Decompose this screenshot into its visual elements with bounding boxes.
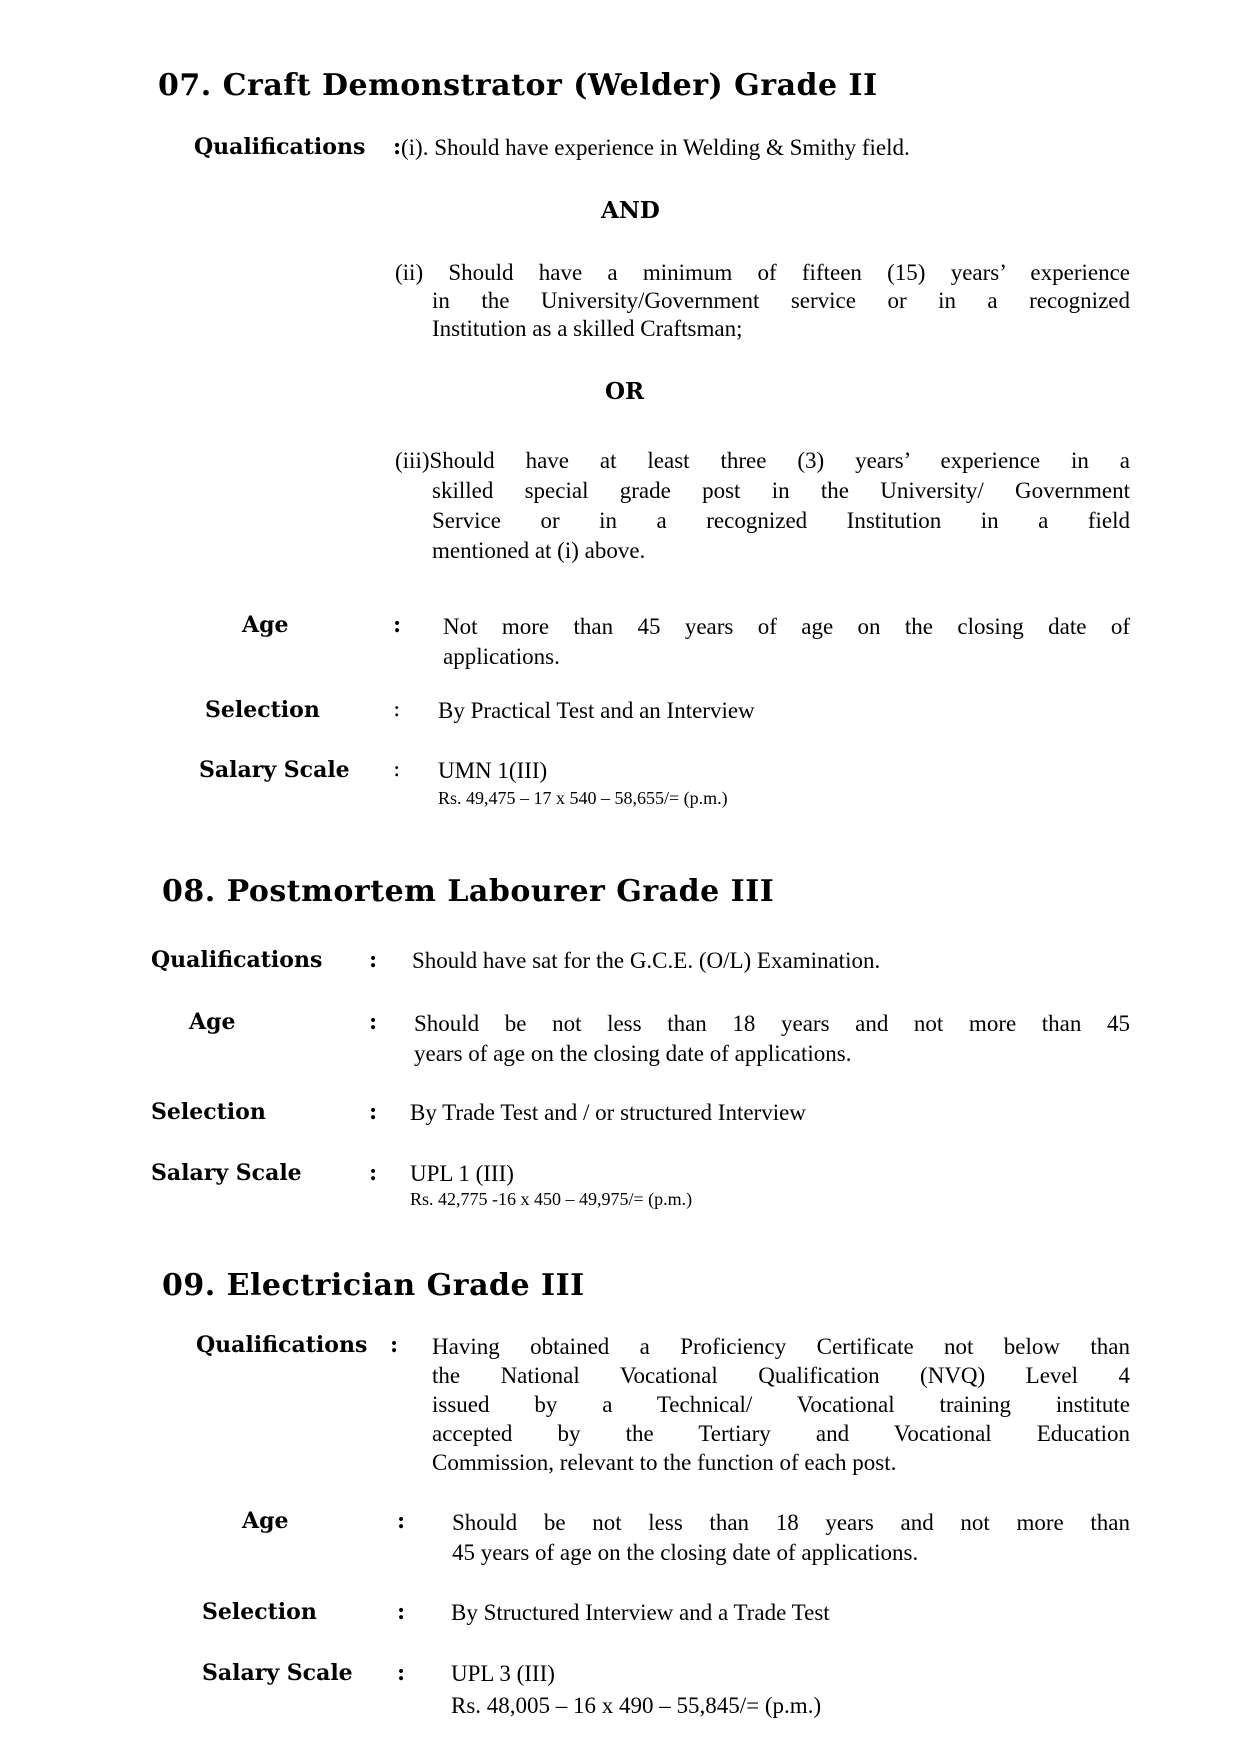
age-value [414,1009,1130,1069]
qualification-item-iii [395,446,1130,566]
age-line: applications. [443,644,560,669]
age-line: years of age on the closing date of applications. [414,1041,852,1066]
salary-scale-label: Salary Scale [202,1660,353,1686]
qualifications-label: Qualifications [151,947,323,973]
salary-scale-value: Rs. 42,775 -16 x 450 – 49,975/= (p.m.) [410,1189,693,1209]
age-value [443,612,1130,672]
colon: : [369,1009,378,1035]
item-ii-line: Institution as a skilled Craftsman; [432,316,743,341]
qualification-item-ii [395,259,1130,343]
age-label: Age [189,1009,236,1035]
item-iii-line: (iii)Should have at least three (3) years’ experience in a [395,448,1130,473]
colon: : [397,1508,406,1534]
colon: : [393,757,401,782]
qualifications-line: Having obtained a Proficiency Certificate not below than [432,1334,1130,1359]
age-line: Should be not less than 18 years and not more than 45 [414,1011,1130,1036]
colon: : [369,947,378,973]
section-08-heading: 08. Postmortem Labourer Grade III [162,874,775,909]
salary-code: UMN 1(III) [438,758,548,783]
age-label: Age [242,612,289,638]
qualifications-value: Should have sat for the G.C.E. (O/L) Examination. [412,948,881,973]
salary-scale-value: Rs. 49,475 – 17 x 540 – 58,655/= (p.m.) [438,788,728,808]
qualifications-line: accepted by the Tertiary and Vocational Education [432,1421,1130,1446]
age-line: Not more than 45 years of age on the closing date of [443,614,1130,639]
colon: : [369,1160,378,1186]
selection-value: By Structured Interview and a Trade Test [451,1600,830,1625]
item-iii-line: Service or in a recognized Institution in a field [432,508,1130,533]
item-ii-line: (ii) Should have a minimum of fifteen (15) years’ experience [395,260,1130,285]
colon: : [393,612,402,638]
age-label: Age [242,1508,289,1534]
colon: : [393,134,402,160]
colon: : [397,1599,406,1625]
colon: : [393,697,401,722]
item-iii-line: skilled special grade post in the University/ Government [432,478,1130,503]
section-07-heading: 07. Craft Demonstrator (Welder) Grade II [158,68,878,103]
age-line: 45 years of age on the closing date of applications. [452,1540,919,1565]
item-ii-line: in the University/Government service or in a recognized [432,288,1130,313]
selection-value: By Practical Test and an Interview [438,698,755,723]
selection-label: Selection [202,1599,317,1625]
colon: : [397,1660,406,1686]
qualifications-line: Commission, relevant to the function of each post. [432,1450,897,1475]
item-iii-line: mentioned at (i) above. [432,538,646,563]
qualifications-line: the National Vocational Qualification (NVQ) Level 4 [432,1363,1130,1388]
age-line: Should be not less than 18 years and not more than [452,1510,1130,1535]
colon: : [369,1099,378,1125]
salary-scale-label: Salary Scale [151,1160,302,1186]
salary-scale-value: Rs. 48,005 – 16 x 490 – 55,845/= (p.m.) [451,1693,822,1718]
qualifications-line: issued by a Technical/ Vocational training institute [432,1392,1130,1417]
conjunction-and: AND [601,197,660,224]
selection-label: Selection [151,1099,266,1125]
section-09-heading: 09. Electrician Grade III [162,1268,585,1303]
salary-code: UPL 1 (III) [410,1161,514,1186]
salary-code: UPL 3 (III) [451,1661,555,1686]
qualifications-label: Qualifications [194,134,366,160]
qualifications-value [432,1332,1130,1477]
selection-value: By Trade Test and / or structured Interview [410,1100,806,1125]
selection-label: Selection [205,697,320,723]
colon: : [390,1332,399,1358]
conjunction-or: OR [605,378,645,405]
qualifications-label: Qualifications [196,1332,368,1358]
salary-scale-label: Salary Scale [199,757,350,783]
age-value [452,1508,1130,1568]
qualification-item-i: (i). Should have experience in Welding & Smithy field. [401,135,910,160]
